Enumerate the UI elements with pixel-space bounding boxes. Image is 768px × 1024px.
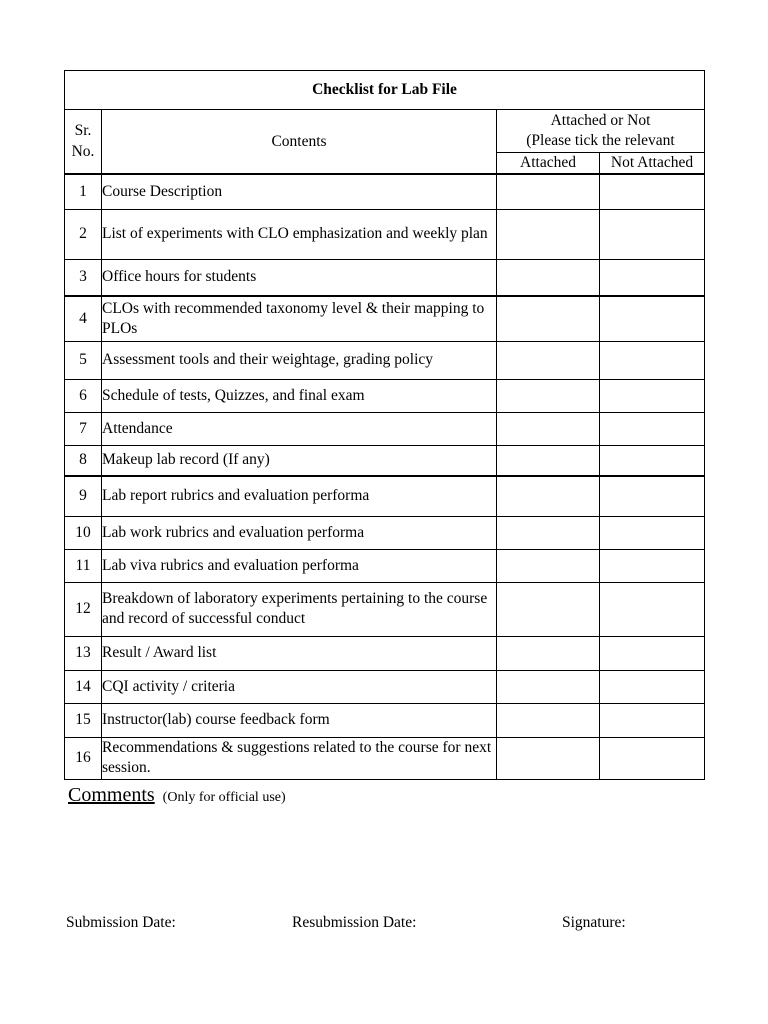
attached-checkbox-cell[interactable] (497, 670, 600, 703)
table-row (65, 703, 705, 737)
attached-checkbox-cell[interactable] (497, 582, 600, 636)
not-attached-checkbox-cell[interactable] (600, 209, 705, 259)
row-number: 14 (65, 670, 102, 703)
table-row (65, 516, 705, 549)
attached-checkbox-cell[interactable] (497, 174, 600, 209)
attached-checkbox-cell[interactable] (497, 341, 600, 379)
submission-date-label: Submission Date: (66, 914, 176, 931)
row-number: 2 (65, 209, 102, 259)
attached-checkbox-cell[interactable] (497, 296, 600, 341)
attached-checkbox-cell[interactable] (497, 259, 600, 296)
attached-column-header: Attached (497, 153, 600, 175)
not-attached-checkbox-cell[interactable] (600, 516, 705, 549)
not-attached-checkbox-cell[interactable] (600, 379, 705, 412)
not-attached-checkbox-cell[interactable] (600, 636, 705, 670)
table-row (65, 296, 705, 341)
not-attached-checkbox-cell[interactable] (600, 174, 705, 209)
attached-checkbox-cell[interactable] (497, 703, 600, 737)
not-attached-checkbox-cell[interactable] (600, 259, 705, 296)
row-content: Schedule of tests, Quizzes, and final exam (102, 379, 497, 412)
checklist-table (64, 70, 705, 780)
page-title: Checklist for Lab File (65, 71, 705, 110)
table-row (65, 379, 705, 412)
comments-label: Comments (68, 784, 155, 806)
table-row (65, 670, 705, 703)
row-number: 4 (65, 296, 102, 341)
table-row (65, 582, 705, 636)
row-number: 16 (65, 737, 102, 779)
attached-checkbox-cell[interactable] (497, 549, 600, 582)
row-number: 12 (65, 582, 102, 636)
table-row (65, 476, 705, 516)
table-row (65, 259, 705, 296)
attached-checkbox-cell[interactable] (497, 737, 600, 779)
row-content: Lab report rubrics and evaluation performa (102, 476, 497, 516)
row-number: 13 (65, 636, 102, 670)
row-number: 8 (65, 445, 102, 476)
signature-label: Signature: (562, 914, 626, 931)
row-number: 6 (65, 379, 102, 412)
table-row (65, 737, 705, 779)
not-attached-checkbox-cell[interactable] (600, 476, 705, 516)
row-content: Lab work rubrics and evaluation performa (102, 516, 497, 549)
table-row (65, 445, 705, 476)
not-attached-checkbox-cell[interactable] (600, 445, 705, 476)
not-attached-checkbox-cell[interactable] (600, 412, 705, 445)
not-attached-checkbox-cell[interactable] (600, 296, 705, 341)
row-content: Lab viva rubrics and evaluation performa (102, 549, 497, 582)
row-number: 9 (65, 476, 102, 516)
row-content: Attendance (102, 412, 497, 445)
attached-header-line1: Attached or Not (550, 111, 651, 129)
table-row (65, 549, 705, 582)
row-content: Office hours for students (102, 259, 497, 296)
table-row (65, 174, 705, 209)
attached-checkbox-cell[interactable] (497, 445, 600, 476)
row-number: 11 (65, 549, 102, 582)
comments-note: (Only for official use) (162, 790, 286, 805)
attached-header-line2: (Please tick the relevant (526, 132, 675, 149)
sr-no-header-line1: Sr. (74, 122, 92, 140)
row-number: 3 (65, 259, 102, 296)
row-number: 1 (65, 174, 102, 209)
row-content: Recommendations & suggestions related to the course for next session. (102, 737, 497, 779)
attached-checkbox-cell[interactable] (497, 209, 600, 259)
row-content: List of experiments with CLO emphasization and weekly plan (102, 209, 497, 259)
not-attached-column-header: Not Attached (600, 153, 705, 175)
attached-or-not-header (497, 110, 705, 153)
row-content: Breakdown of laboratory experiments pertaining to the course and record of successful conduct (102, 582, 497, 636)
attached-checkbox-cell[interactable] (497, 412, 600, 445)
sr-no-header-line2: No. (71, 142, 95, 160)
attached-checkbox-cell[interactable] (497, 516, 600, 549)
row-content: Course Description (102, 174, 497, 209)
row-number: 7 (65, 412, 102, 445)
not-attached-checkbox-cell[interactable] (600, 582, 705, 636)
comments-section (68, 784, 286, 807)
table-row (65, 412, 705, 445)
row-content: Makeup lab record (If any) (102, 445, 497, 476)
row-content: Assessment tools and their weightage, grading policy (102, 341, 497, 379)
table-row (65, 209, 705, 259)
row-content: CLOs with recommended taxonomy level & their mapping to PLOs (102, 296, 497, 341)
row-number: 15 (65, 703, 102, 737)
sr-no-header (65, 110, 102, 175)
attached-checkbox-cell[interactable] (497, 379, 600, 412)
table-row (65, 636, 705, 670)
row-content: CQI activity / criteria (102, 670, 497, 703)
table-row (65, 341, 705, 379)
resubmission-date-label: Resubmission Date: (292, 914, 417, 931)
row-content: Instructor(lab) course feedback form (102, 703, 497, 737)
row-number: 5 (65, 341, 102, 379)
not-attached-checkbox-cell[interactable] (600, 341, 705, 379)
not-attached-checkbox-cell[interactable] (600, 670, 705, 703)
not-attached-checkbox-cell[interactable] (600, 549, 705, 582)
attached-checkbox-cell[interactable] (497, 636, 600, 670)
contents-header: Contents (102, 110, 497, 175)
not-attached-checkbox-cell[interactable] (600, 737, 705, 779)
not-attached-checkbox-cell[interactable] (600, 703, 705, 737)
row-number: 10 (65, 516, 102, 549)
row-content: Result / Award list (102, 636, 497, 670)
attached-checkbox-cell[interactable] (497, 476, 600, 516)
